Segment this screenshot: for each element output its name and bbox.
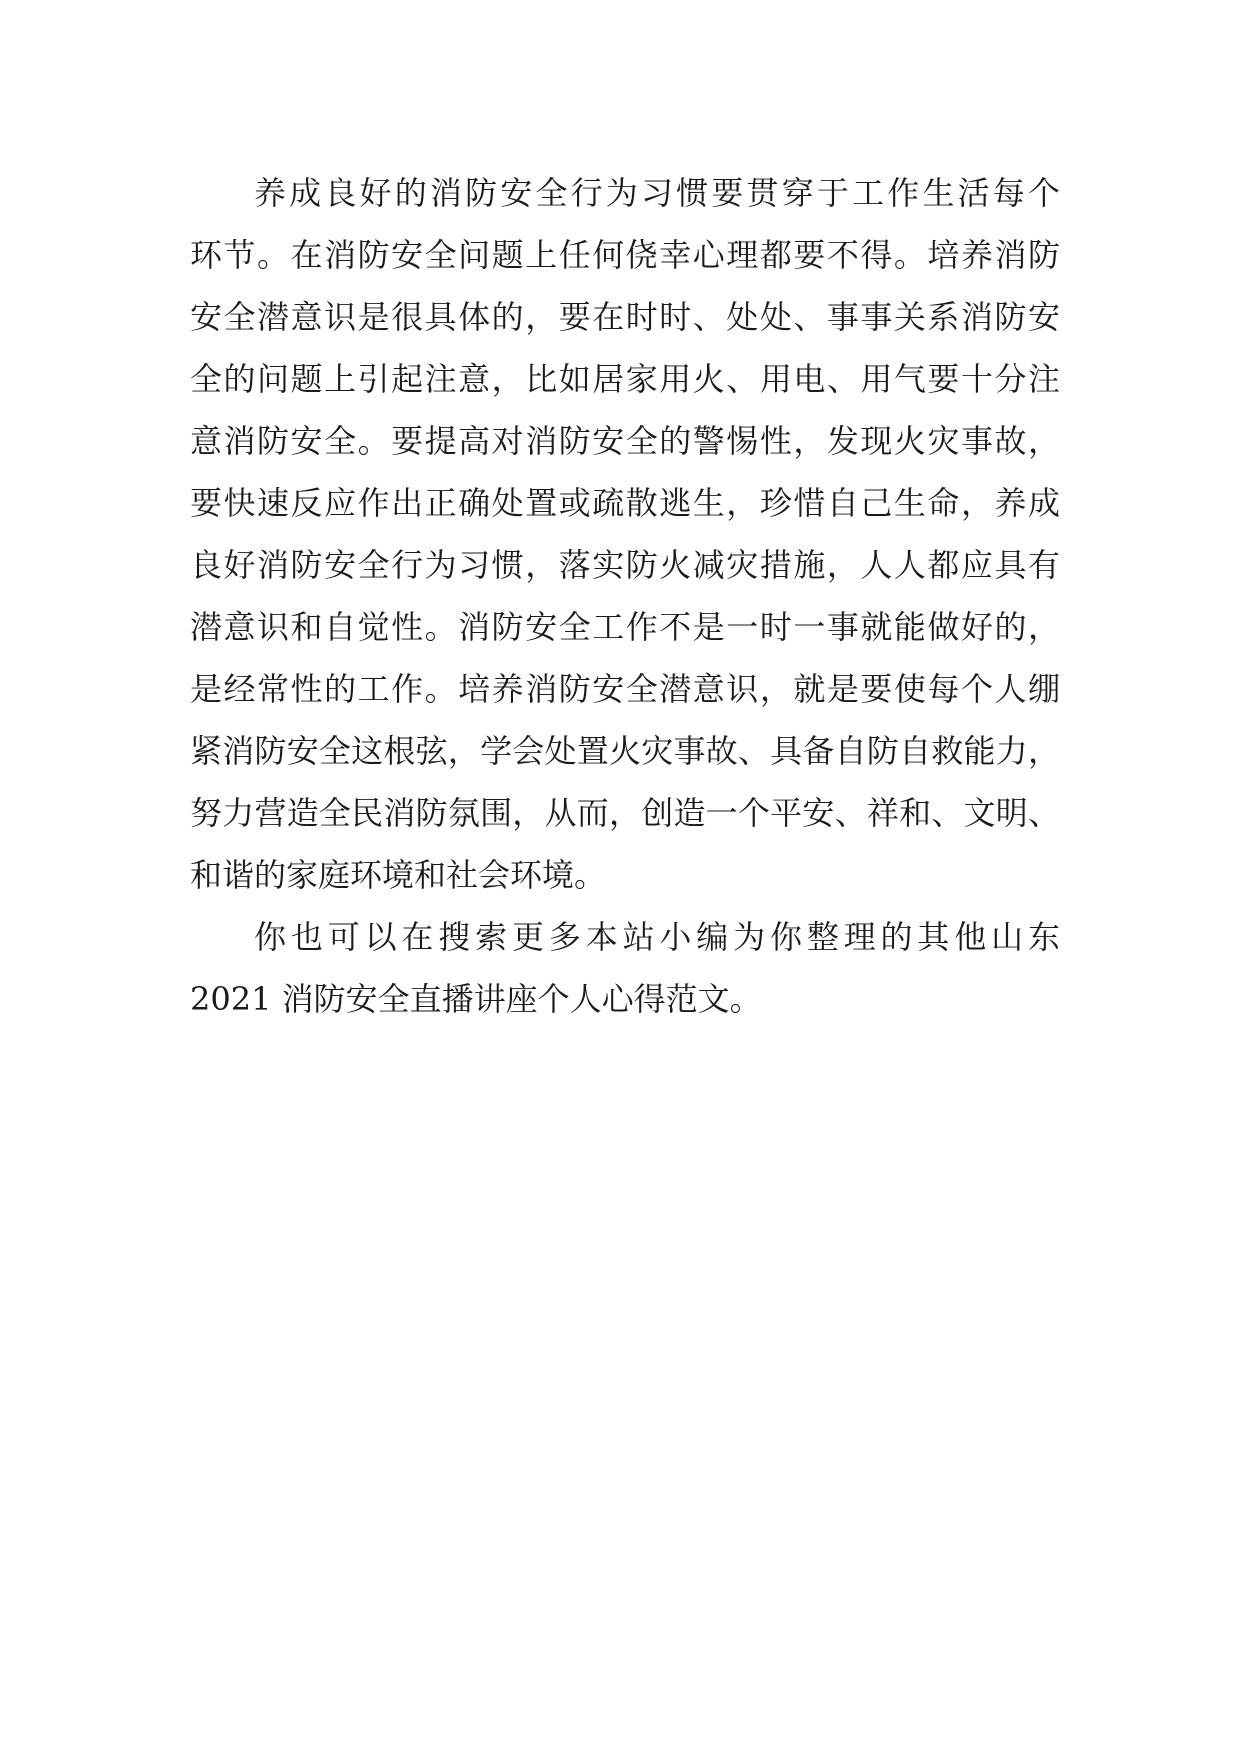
paragraph-line: 意消防安全。要提高对消防安全的警惕性，发现火灾事故， [190,422,1060,460]
paragraph-line: 全的问题上引起注意，比如居家用火、用电、用气要十分注 [190,360,1060,398]
paragraph-line: 环节。在消防安全问题上任何侥幸心理都要不得。培养消防 [190,236,1060,274]
paragraph-line: 要快速反应作出正确处置或疏散逃生，珍惜自己生命，养成 [190,484,1060,522]
paragraph-line: 安全潜意识是很具体的，要在时时、处处、事事关系消防安 [190,298,1060,336]
paragraph-line: 是经常性的工作。培养消防安全潜意识，就是要使每个人绷 [190,670,1060,708]
paragraph-line: 努力营造全民消防氛围，从而，创造一个平安、祥和、文明、 [190,794,1060,832]
paragraph-line: 2021 消防安全直播讲座个人心得范文。 [190,980,762,1018]
paragraph-line: 你也可以在搜索更多本站小编为你整理的其他山东 [254,918,1060,956]
document-body [190,162,1060,1030]
paragraph-line: 良好消防安全行为习惯，落实防火减灾措施，人人都应具有 [190,546,1060,584]
paragraph-line: 和谐的家庭环境和社会环境。 [190,856,607,894]
paragraph-more-articles [190,906,1060,1030]
paragraph-line: 紧消防安全这根弦，学会处置火灾事故、具备自防自救能力， [190,732,1060,770]
paragraph-line: 潜意识和自觉性。消防安全工作不是一时一事就能做好的， [190,608,1060,646]
paragraph-line: 养成良好的消防安全行为习惯要贯穿于工作生活每个 [254,174,1060,212]
paragraph-fire-safety [190,162,1060,906]
